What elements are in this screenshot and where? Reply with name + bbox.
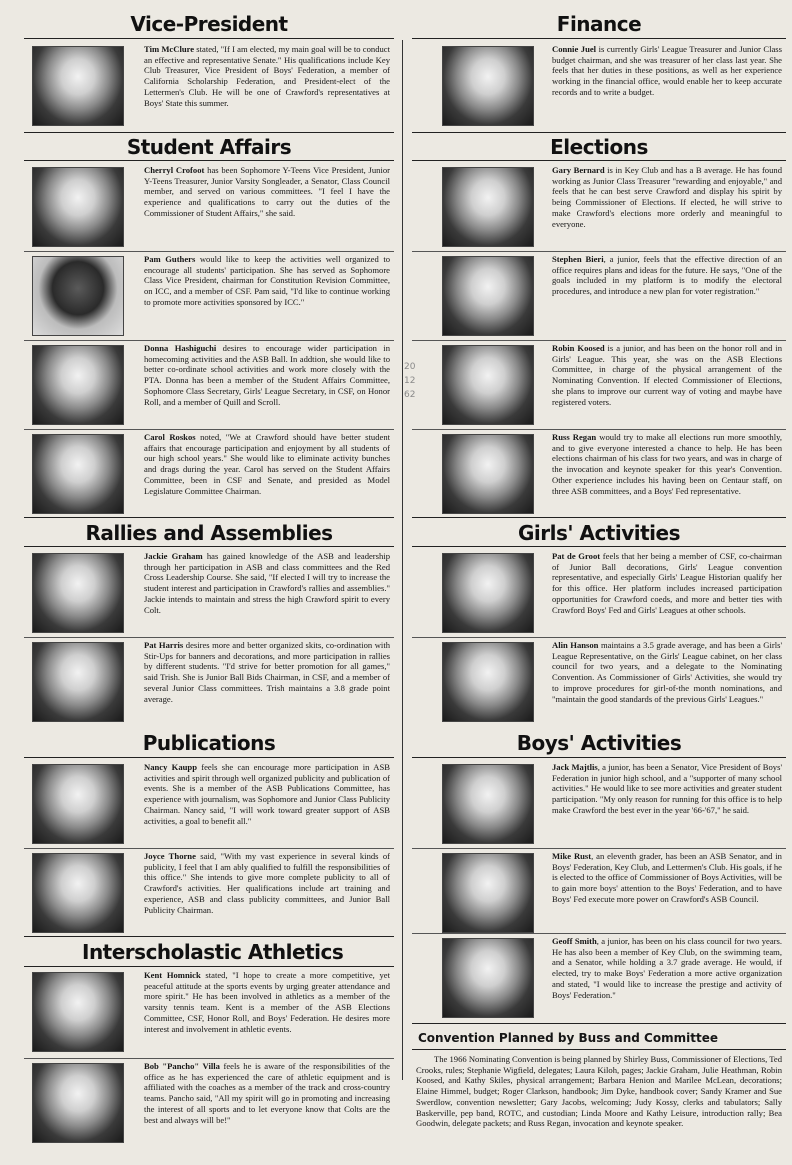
candidate-text [552,936,782,1000]
candidate-name: Pat de Groot [552,551,601,561]
candidate-name: Russ Regan [552,432,597,442]
candidate-photo [32,256,124,336]
candidate-photo [442,345,534,425]
candidate-name: Pam Guthers [144,254,196,264]
section-rule [412,160,786,161]
candidate-photo [32,46,124,126]
candidate-text [552,432,782,496]
candidate-text [144,551,390,615]
candidate-text [144,851,390,915]
candidate-photo [442,46,534,126]
candidate-entry [24,968,394,1056]
candidate-photo [32,1063,124,1143]
candidate-text [144,640,390,704]
section-rule [24,38,394,39]
section-rule [412,38,786,39]
candidate-description: has been Sophomore Y-Teens Vice President, Junior Y-Teens Treasurer, Junior Varsity Songleader, a Senator, Class Council member, and served on various committees. "I feel I have the experience and qualifications to carry out the duties of the Commissioner of Student Affairs," she said. [144,165,390,218]
candidate-photo [32,345,124,425]
candidate-name: Tim McClure [144,44,195,54]
candidate-photo [32,642,124,722]
candidate-name: Joyce Thorne [144,851,196,861]
candidate-entry [24,163,394,249]
candidate-description: desires to encourage wider participation in homecoming activities and the ASB Ball. In addtion, she would like to better co-ordinate school activities and work more closely with the PTA. Donna has been a member of the Student Affairs Committee, Sophomore Class Secretary, Girls' League Secretary, in CSF, on Honor Roll, and a member of Quill and Scroll. [144,343,390,407]
section-rule [412,1023,786,1024]
candidate-name: Cherryl Crofoot [144,165,205,175]
section-heading-interscholastic-athletics: Interscholastic Athletics [82,940,344,964]
section-rule [412,517,786,518]
candidate-text [552,254,782,297]
candidate-text [144,254,390,308]
candidate-entry [24,549,394,635]
candidate-entry [412,42,786,132]
candidate-description: has gained knowledge of the ASB and leadership through her participation in ASB and class committees and the Red Cross Leadership Course. She said, "If elected I will try to increase the student interest and participation in Crawford's rallies and assemblies." Jackie intends to maintain and stress the high Crawford spirit to every Colt. [144,551,390,615]
candidate-name: Pat Harris [144,640,184,650]
candidate-name: Geoff Smith [552,936,597,946]
candidate-description: would try to make all elections run more smoothly, and to give everyone interested a chance to help. He has been elections chairman of his class for two years, and was in charge of the invocation and keynote speaker for this year's Convention. Other experience includes his having been on Centaur staff, on three ASB committees, and a Boys' Fed representative. [552,432,782,496]
section-rule [412,546,786,547]
section-rule [24,546,394,547]
candidate-name: Carol Roskos [144,432,196,442]
candidate-photo [442,764,534,844]
candidate-description: maintains a 3.5 grade average, and has been a Girls' League Representative, on the Girls' League cabinet, on her class council for two years, and a delegate to the Nominating Convention. As Commissioner of Girls' Activities, she would try to improve procedures for girl-of-the month nominations, and "maintain the good standards of the previous Girls' Leagues." [552,640,782,704]
candidate-name: Bob "Pancho" Villa [144,1061,220,1071]
candidate-photo [32,764,124,844]
candidate-text [552,343,782,407]
candidate-photo [442,642,534,722]
section-rule [412,1049,786,1050]
candidate-entry [24,638,394,724]
candidate-photo [442,434,534,514]
candidate-description: , a junior, has been a Senator, Vice President of Boys' Federation in junior high school, and a "supporter of many school activities." He would like to see more activities and greater student participation. "My only reason for running for this office is to help make Crawford the best ever in the year '66-'67," he said. [552,762,782,815]
candidate-name: Connie Juel [552,44,597,54]
section-heading-boys-activities: Boys' Activities [516,731,682,755]
section-rule [24,517,394,518]
candidate-name: Robin Koosed [552,343,605,353]
candidate-name: Mike Rust [552,851,592,861]
candidate-entry [24,430,394,516]
section-rule [24,966,394,967]
candidate-name: Nancy Kaupp [144,762,197,772]
section-rule [24,757,394,758]
candidate-entry [412,849,786,933]
candidate-entry [412,163,786,249]
candidate-entry [412,549,786,635]
candidate-photo [32,553,124,633]
candidate-name: Alin Hanson [552,640,599,650]
section-rule [412,757,786,758]
candidate-text [552,165,782,229]
candidate-entry [412,341,786,427]
candidate-description: stated, "I hope to create a more competitive, yet peaceful attitude at the sports events by urging greater attendance and more spirit." He has been involved in athletics as a member of the varsity tennis team. Kent is a member of the ASB Elections Committee, CSF, Honor Roll, and Boys' Federation. He desires more interest and involvement in athletic events. [144,970,390,1034]
candidate-description: said, "With my vast experience in several kinds of publicity, I feel that I am ably qualified to fulfill the responsibilities of this office." She intends to give more complete publicity to all of Crawford's activities. Her qualifications include art training and experience, ASB and class publicity committees, and Junior Ball Publicity Chairman. [144,851,390,915]
section-heading-elections: Elections [550,135,648,159]
candidate-text [144,432,390,496]
candidate-name: Jackie Graham [144,551,203,561]
candidate-name: Stephen Bieri [552,254,604,264]
candidate-description: would like to keep the activities well organized to encourage all students' participation. She has served as Sophomore Class Vice President, chairman for Constitution Revision Committee, on ICC, and a member of CSF. Pam said, "I'd like to continue working to promote more activities sponsored by ICC." [144,254,390,307]
candidate-name: Kent Homnick [144,970,201,980]
candidate-entry [412,934,786,1022]
candidate-entry [412,430,786,516]
candidate-text [144,762,390,826]
candidate-entry [412,252,786,338]
candidate-text [552,640,782,704]
candidate-description: noted, "We at Crawford should have better student affairs that encourage participation and enjoyment by all students of our high school years." She would like to eliminate activity bunches and drags during the year. Carol has served on the Student Affairs Committee, been in CSF and Senate, and presided as Model Legislature Committee Chairman. [144,432,390,496]
candidate-text [552,762,782,816]
candidate-description: , a junior, feels that the effective direction of an office requires plans and ideas for the future. He says, "One of the goals included in my platform is to modify the electoral procedures, and introduce a new plan for voter registration." [552,254,782,297]
candidate-photo [32,167,124,247]
section-rule [24,132,394,133]
candidate-text [144,44,390,108]
section-heading-student-affairs: Student Affairs [126,135,292,159]
candidate-photo [442,167,534,247]
section-heading-vice-president: Vice-President [130,12,288,36]
candidate-text [144,1061,390,1125]
candidate-entry [24,760,394,846]
candidate-text [144,970,390,1034]
candidate-text [552,44,782,98]
section-heading-girls-activities: Girls' Activities [517,521,680,545]
candidate-text [144,343,390,407]
candidate-photo [442,853,534,933]
candidate-photo [442,553,534,633]
candidate-name: Jack Majtlis [552,762,598,772]
candidate-photo [32,972,124,1052]
candidate-text [552,551,782,615]
candidate-text [144,165,390,219]
candidate-description: is a junior, and has been on the honor roll and in Girls' League. This year, she was on the ASB Elections Committee, in charge of the physical arrangement of the Nominating Convention. If elected Commissioner of Elections, she plans to improve our current way of voting and maybe have registered voters. [552,343,782,407]
convention-title: Convention Planned by Buss and Committee [418,1031,718,1045]
candidate-entry [24,252,394,338]
candidate-entry [412,760,786,846]
handwritten-margin-note: 20 12 62 [404,362,416,400]
convention-article [412,1023,786,1129]
candidate-description: stated, "If I am elected, my main goal will be to conduct an effective and representative Senate." His qualifications include Key Club Treasurer, Vice President of Boys' Federation, a member of California Scholarship Federation, and President-elect of the Lettermen's Club. He will be one of Crawford's representatives at Boys' State this summer. [144,44,391,108]
candidate-description: is currently Girls' League Treasurer and Junior Class budget chairman, and she was treasurer of her class last year. She feels that her duties in these positions, as well as her experience working in the financial office, would enable her to keep accurate records and to write a budget. [552,44,783,97]
candidate-text [552,851,782,905]
convention-text: The 1966 Nominating Convention is being planned by Shirley Buss, Commissioner of Elections, Ted Crooks, rules; Stephanie Wigfield, delegates; Laura Kiloh, pages; Jackie Graham, Julie Heathman, Robin Koosed, and Kathy Skiles, physical arrangement; Barbara Henion and Marilee McLean, decorations; Elaine Himmel, budget; Roger Clarkson, handbook; Jim Dyke, handbook cover; Sandy Kramer and Sue Swerdlow, convention newsletter; Gary Jacobs, welcoming; Judy Kossy, clerks and tabulators; Sally Baskerville, pep band, ROTC, and custodian; Linda Moore and Kathy Leisure, introduction rally; Bea Goodwin, delegate packets; and Russ Regan, invocation and keynote speaker. [416,1054,782,1129]
section-rule [24,936,394,937]
candidate-name: Donna Hashiguchi [144,343,217,353]
candidate-entry [24,341,394,427]
candidate-entry [412,638,786,724]
candidate-entry [24,42,394,132]
candidate-photo [32,434,124,514]
section-heading-finance: Finance [556,12,642,36]
candidate-description: , an eleventh grader, has been an ASB Senator, and in Boys' Federation, Key Club, and Lettermen's Club. His goals, if he is elected to the office of Commissioner of Boys Activities, will be to gain more boys' attention to the Boys' Federation, and to have Boys' Fed execute more power on Crawford's ASB Council. [552,851,782,904]
candidate-name: Gary Bernard [552,165,605,175]
candidate-entry [24,849,394,933]
candidate-photo [442,256,534,336]
candidate-description: feels she can encourage more participation in ASB activities and spirit through well organized publicity and publication of events. She is a member of the ASB Publications Committee, has experience with journalism, was Sophomore and Junior Class Publicity Chairman. Nancy said, "I will work toward greater support of ASB activities, a goal to benefit all." [144,762,390,826]
candidate-description: feels he is aware of the responsibilities of the office as he has experienced the care of athletic equipment and is affiliated with the coaches as a member of the track and cross-country teams. Pancho said, "All my spirit will go in promoting and increasing the interest of all sports and to let everyone know that Colts are the best and always will be!" [144,1061,390,1125]
candidate-description: desires more and better organized skits, co-ordination with Stir-Ups for banners and decorations, and more participation in rallies by different students. "I'd strive for better promotion for all games," said Trish. She is Junior Ball Bids Chairman, in CSF, and a member of several Junior Class committees. Trish maintains a 3.8 grade point average. [144,640,391,704]
candidate-photo [32,853,124,933]
candidate-description: is in Key Club and has a B average. He has found working as Junior Class Treasurer "rewarding and enjoyable," and feels that he can best serve Crawford and display his spirit by being Commissioner of Elections. If elected, he will strive to make Crawford's elections more orderly and meaningful to everyone. [552,165,782,229]
candidate-description: , a junior, has been on his class council for two years. He has also been a member of Key Club, on the swimming team, and a Senator, while holding a 3.7 grade average. He would, if elected, try to make Boys' Federation a more active organization and stated, "I would like to increase the prestige and activity of Boys' Federation." [552,936,782,1000]
column-divider [402,40,403,1080]
section-heading-publications: Publications [142,731,276,755]
candidate-entry [24,1059,394,1149]
section-heading-rallies-and-assemblies: Rallies and Assemblies [85,521,333,545]
section-rule [24,160,394,161]
section-rule [412,132,786,133]
candidate-photo [442,938,534,1018]
candidate-description: feels that her being a member of CSF, co-chairman of Junior Ball decorations, Girls' League convention representative, and especially Girls' League Historian qualify her for this office. Her platform includes increased participation opportunities for Crawford coeds, and more and better ties with Crawford Boys' Fed and Girls' Leagues at other schools. [552,551,782,615]
